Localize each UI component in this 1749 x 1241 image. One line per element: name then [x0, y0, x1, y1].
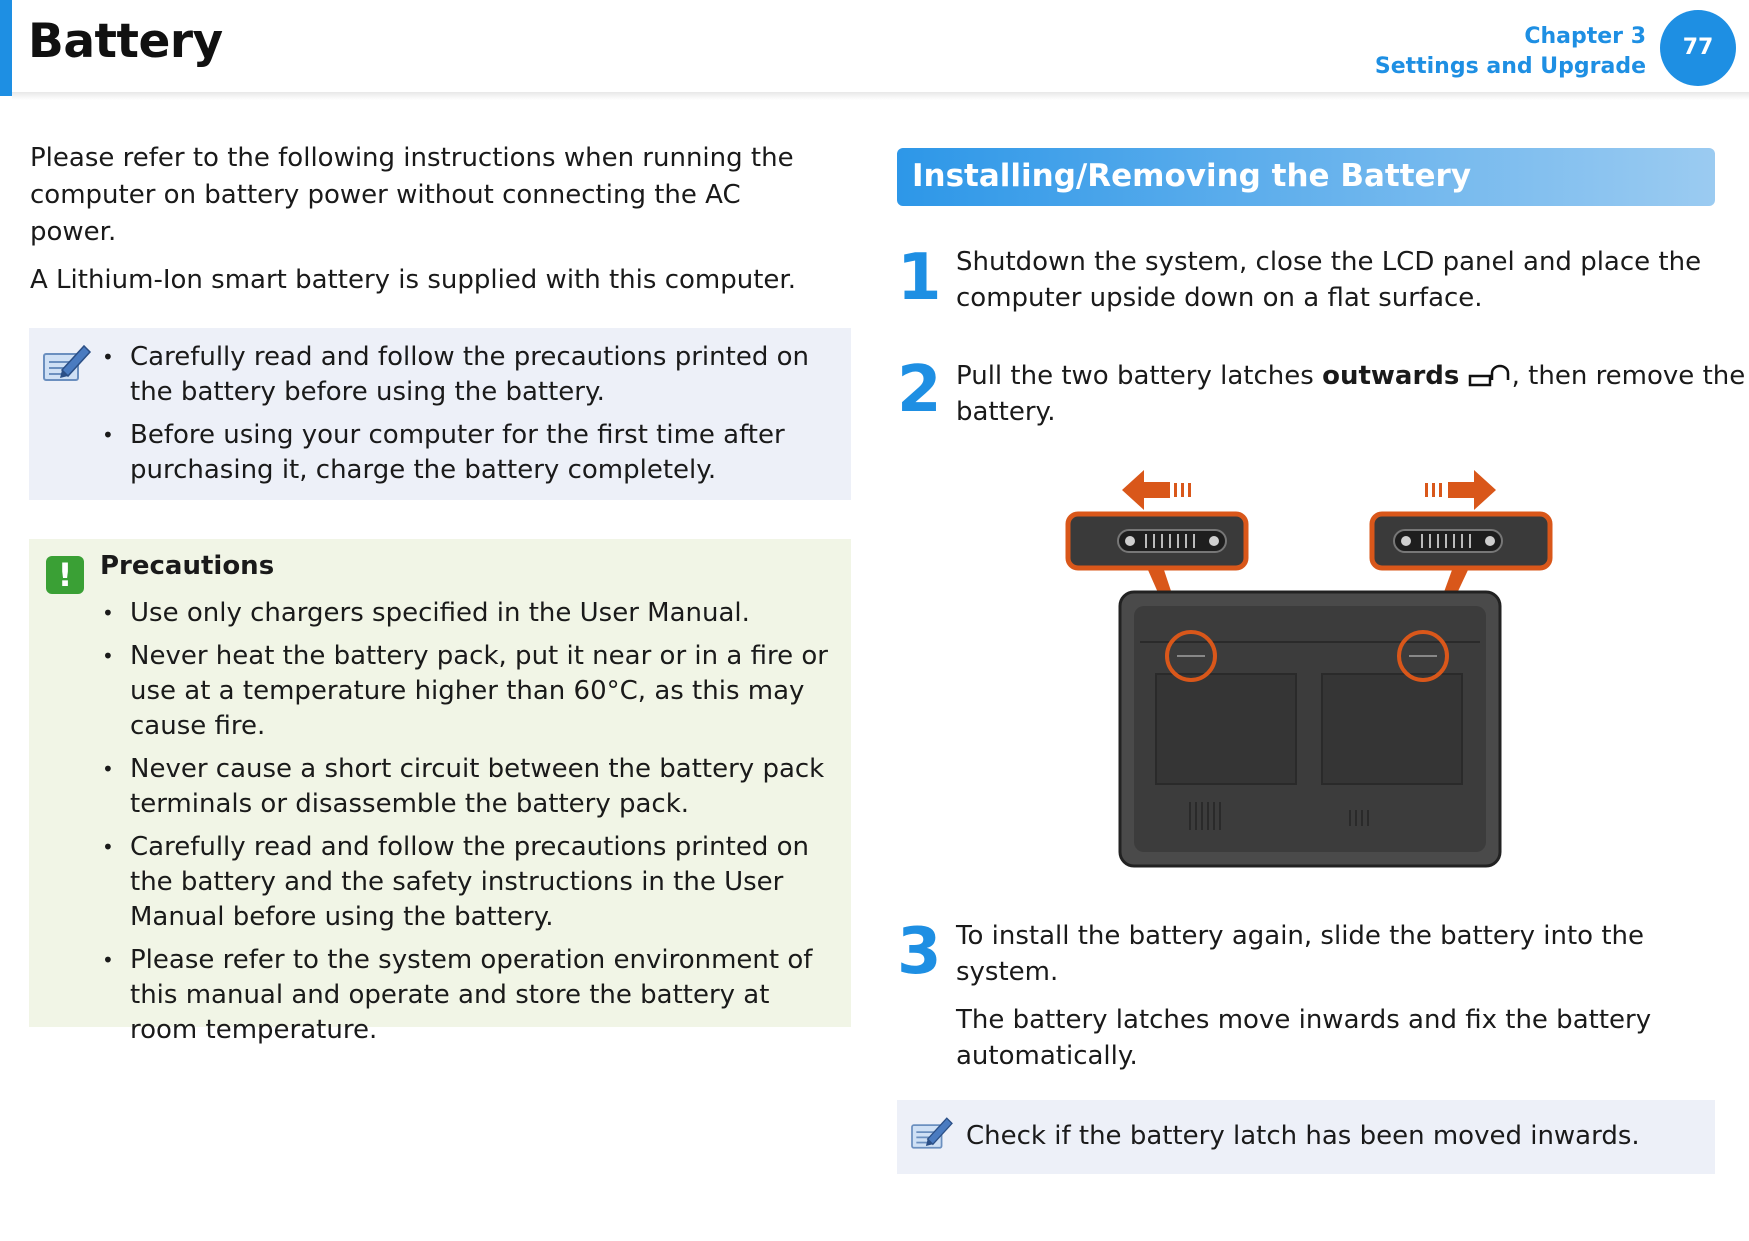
precautions-title: Precautions [100, 551, 275, 581]
step-1-number: 1 [897, 241, 942, 315]
step-2-instruction [956, 358, 1746, 430]
tip-text: Check if the battery latch has been moved inwards. [966, 1121, 1640, 1151]
precaution-item-3: • Never cause a short circuit between the battery pack terminals or disassemble the battery pack. [130, 752, 844, 822]
laptop-battery-latch-figure [1060, 466, 1560, 870]
step-3-instruction: To install the battery again, slide the battery into the system. [956, 921, 1645, 987]
note-item-1: • Carefully read and follow the precautions printed on the battery before using the battery. [130, 340, 830, 410]
intro-paragraph-2: A Lithium-Ion smart battery is supplied with this computer. [30, 265, 796, 295]
step-2-text-before: Pull the two battery latches [956, 361, 1323, 391]
left-arrow-icon [1122, 470, 1191, 510]
precaution-item-1: • Use only chargers specified in the User Manual. [130, 596, 844, 631]
step-2-text [956, 358, 1746, 442]
header-accent-bar [0, 0, 12, 96]
chapter-name: Settings and Upgrade [1374, 54, 1646, 79]
precautions-list [130, 596, 844, 1056]
note-pencil-icon [40, 340, 94, 386]
chapter-label: Chapter 3 [1524, 24, 1646, 49]
page-title: Battery [28, 14, 223, 69]
step-2-bold-word: outwards [1322, 361, 1460, 391]
step-3-text [956, 918, 1746, 1086]
note-pencil-icon [908, 1113, 956, 1153]
step-3-number: 3 [897, 915, 942, 989]
step-2-number: 2 [897, 353, 942, 427]
precaution-item-5: • Please refer to the system operation environment of this manual and operate and store the battery at room temperature. [130, 943, 844, 1048]
precaution-item-2: • Never heat the battery pack, put it near or in a fire or use at a temperature higher than 60°C, as this may cause fire. [130, 639, 844, 744]
precaution-item-4: • Carefully read and follow the precautions printed on the battery and the safety instructions in the User Manual before using the battery. [130, 830, 844, 935]
step-2-text-after: , then remove the battery. [956, 361, 1746, 427]
right-arrow-icon [1425, 470, 1496, 510]
intro-text [30, 140, 820, 310]
step-1-instruction: Shutdown the system, close the LCD panel and place the computer upside down on a flat surface. [956, 247, 1702, 313]
warning-exclamation-icon: ! [46, 556, 84, 594]
intro-paragraph-1: Please refer to the following instructions when running the computer on battery power without connecting the AC power. [30, 143, 794, 247]
page-number-badge: 77 [1660, 10, 1736, 86]
unlock-icon [1468, 364, 1512, 388]
header-divider [12, 92, 1749, 100]
chapter-info [1375, 22, 1646, 82]
step-1-text [956, 244, 1746, 328]
section-title: Installing/Removing the Battery [912, 158, 1472, 194]
note-item-2: • Before using your computer for the first time after purchasing it, charge the battery completely. [130, 418, 830, 488]
step-3-detail: The battery latches move inwards and fix the battery automatically. [956, 1005, 1652, 1071]
note-list [130, 340, 830, 496]
